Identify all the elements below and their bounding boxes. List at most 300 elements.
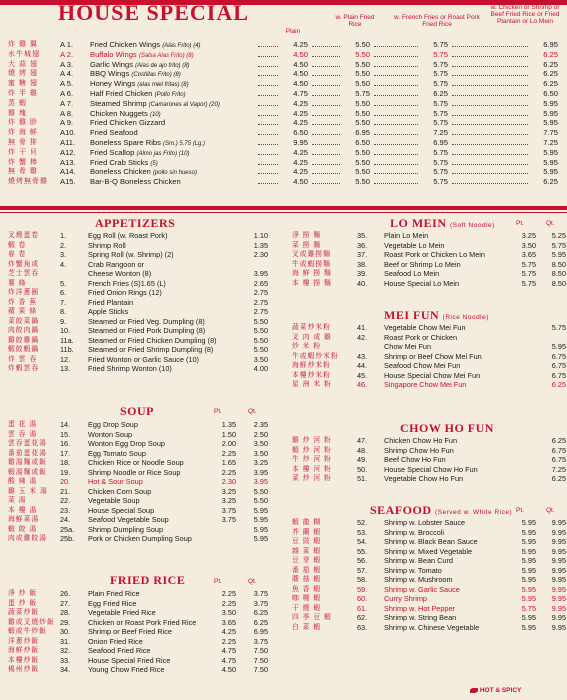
item-name-text: Vegetable Soup (88, 496, 140, 505)
item-note: (12) (148, 288, 162, 297)
price-qt: 9.95 (551, 565, 566, 575)
item-note: (Alas Frito) (4) (162, 43, 201, 49)
price-p2: 5.50 (355, 79, 370, 89)
price-p4: 5.95 (543, 98, 558, 108)
price-p4: 6.25 (543, 59, 558, 69)
price-qt: 6.25 (551, 380, 566, 389)
price-qt: 3.50 (253, 439, 268, 448)
leader-dots (452, 158, 528, 165)
item-number: 31. (60, 636, 71, 646)
price-p1: 4.25 (293, 40, 308, 49)
item-chinese-name: 菜餃菜鍋 (8, 317, 40, 325)
item-name-text: Hot & Sour Soup (88, 477, 143, 486)
price-pt: 3.25 (221, 486, 236, 496)
item-number: 38. (357, 259, 368, 269)
item-note: (8) (196, 326, 206, 335)
price-qt: 5.95 (253, 505, 268, 515)
item-name-text: Shrimp w. Mixed Vegetable (384, 546, 473, 556)
item-number: 26. (60, 589, 71, 598)
price-p3: 5.75 (433, 79, 448, 89)
leader-dots (374, 79, 418, 86)
leader-dots (452, 177, 528, 184)
price-p2: 6.50 (355, 137, 370, 147)
list-item (8, 279, 288, 289)
price-pt: 4.50 (221, 665, 236, 674)
list-item (292, 352, 567, 362)
price-p2: 5.50 (355, 98, 370, 108)
leader-dots (374, 50, 418, 57)
item-name-text: Seafood Fried Rice (88, 646, 151, 655)
item-number: 50. (357, 464, 368, 474)
item-number: 11b. (60, 345, 74, 354)
item-note: (10) (149, 111, 161, 118)
price-qt: 6.25 (253, 608, 268, 617)
price-p4: 5.95 (543, 118, 558, 128)
item-chinese-name: 蝦或牛炒飯 (8, 628, 47, 635)
divider-thin (0, 212, 567, 213)
item-number: 33. (60, 655, 71, 665)
item-chinese-name: 本 樓 河 粉 (292, 465, 332, 473)
item-note: (alas miel fritas) (8) (137, 82, 189, 89)
leader-dots (258, 118, 278, 125)
price-qt: 2.30 (253, 250, 268, 259)
price-qt: 3.95 (253, 477, 268, 486)
item-chinese-name: 牛或蝦撈麵 (292, 260, 331, 268)
item-chinese-name: 炸 海 鮮 (8, 129, 38, 137)
item-name (384, 371, 534, 381)
item-chinese-name: 炸 干 貝 (8, 148, 38, 156)
list-item (8, 158, 558, 168)
mei-fun-list (292, 323, 567, 390)
item-number: A 1. (60, 40, 74, 49)
list-item (8, 99, 558, 109)
item-chinese-name: 星 洲 米 粉 (292, 381, 332, 388)
list-item (8, 128, 558, 138)
list-item (292, 594, 567, 604)
price-qt: 2.75 (253, 297, 268, 307)
price-p4: 6.95 (543, 40, 558, 49)
item-name-text: Roast Pork or Chicken (384, 332, 457, 342)
item-chinese-name: 本樓炒飯 (8, 656, 40, 664)
item-chinese-name: 淨 炒 飯 (8, 590, 38, 597)
fried-rice-qt-label: Qt. (248, 578, 257, 585)
item-chinese-name: 炸蝦雲吞 (8, 365, 40, 372)
item-note: (Alas de ajo frito) (8) (135, 62, 190, 69)
item-number: 57. (357, 565, 368, 575)
item-number: 2. (60, 240, 67, 250)
price-qt: 2.75 (253, 288, 268, 297)
item-name-text: Chicken Chow Ho Fun (384, 436, 458, 445)
item-name-text: Onion Fried Rice (88, 636, 143, 646)
list-item (292, 361, 567, 371)
leader-dots (452, 109, 528, 116)
item-chinese-name: 雞或叉燒炒飯 (8, 618, 55, 626)
item-chinese-name: 無 骨 排 (8, 138, 38, 146)
item-number: 19. (60, 467, 71, 477)
item-note: (Sm.) 5.75 (Lg.) (163, 140, 206, 147)
item-number: 62. (357, 613, 368, 622)
item-note: (8) (142, 269, 152, 278)
price-p2: 5.50 (355, 167, 370, 177)
item-name-text: Steamed or Fried Veg. Dumpling (88, 316, 194, 326)
leader-dots (452, 79, 528, 86)
price-p4: 6.25 (543, 79, 558, 89)
list-item (8, 50, 558, 60)
list-item (292, 241, 567, 251)
price-qt: 6.75 (551, 351, 566, 361)
item-chinese-name: 蝦餃蝦鍋 (8, 346, 40, 353)
price-qt: 4.00 (253, 364, 268, 373)
item-chinese-name: 本 樓 撈 麵 (292, 279, 332, 287)
price-p1: 4.25 (293, 167, 308, 177)
leader-dots (312, 60, 340, 67)
list-item (292, 279, 567, 289)
item-name-text: Wonton Soup (88, 429, 133, 439)
item-name (384, 352, 534, 362)
item-note: (w. Shrimp) (2) (125, 250, 174, 259)
item-chinese-name: 春 卷 (8, 251, 27, 258)
item-name-text: Vegetable Lo Mein (384, 240, 445, 250)
item-name-text: Shrimp w. String Bean (384, 613, 457, 622)
price-qt: 9.95 (551, 518, 566, 527)
item-number: 5. (60, 278, 67, 288)
list-item (8, 449, 288, 459)
price-p3: 5.75 (433, 59, 448, 69)
item-note: (8) (195, 316, 205, 326)
item-name (88, 279, 238, 289)
item-name-text: Garlic Wings (90, 59, 134, 69)
item-chinese-name: 酸 辣 湯 (8, 478, 38, 485)
item-name-text: Chicken Nuggets (90, 108, 148, 118)
item-number: 17. (60, 448, 71, 458)
leader-dots (452, 99, 528, 106)
item-number: 45. (357, 370, 368, 380)
leader-dots (258, 128, 278, 135)
leader-dots (258, 138, 278, 145)
list-item (8, 458, 288, 468)
fried-rice-list (8, 589, 288, 675)
item-name (384, 446, 534, 456)
price-p4: 5.95 (543, 157, 558, 167)
price-p1: 4.25 (293, 147, 308, 157)
price-qt: 7.25 (551, 464, 566, 474)
item-chinese-name: 雜 菜 蝦 (292, 547, 322, 555)
list-item (292, 528, 567, 538)
price-qt: 5.50 (253, 345, 268, 354)
item-name-text: Buffalo Wings (90, 49, 137, 59)
item-chinese-name: 叉或雞撈麵 (292, 251, 331, 258)
item-name-text: Boneless Chicken (90, 167, 151, 177)
item-note: (10) (158, 364, 172, 373)
list-item (8, 477, 288, 487)
item-chinese-name: 雲 吞 湯 (8, 430, 38, 438)
list-item (292, 446, 567, 456)
lo-mein-list (292, 231, 567, 288)
item-note: (Almo jas Frito) (10) (136, 150, 190, 157)
fried-rice-pt-label: Pt. (214, 578, 222, 585)
price-p2: 5.50 (355, 157, 370, 167)
item-name-text: Shrimp w. Tomato (384, 565, 442, 575)
item-number: 11a. (60, 335, 74, 345)
item-name (384, 465, 534, 475)
price-p4: 6.25 (543, 69, 558, 79)
item-chinese-name: 薯 條 (8, 279, 27, 287)
item-chinese-name: 雲吞蛋花湯 (8, 440, 47, 447)
item-number: 56. (357, 556, 368, 565)
item-name (88, 288, 238, 298)
hot-spicy-legend (470, 687, 521, 694)
price-qt: 5.95 (551, 342, 566, 351)
list-item (8, 506, 288, 516)
item-number: 20. (60, 477, 71, 486)
list-item (8, 355, 288, 365)
item-number: A10. (60, 128, 76, 138)
item-name (88, 307, 238, 317)
price-qt: 9.95 (551, 575, 566, 584)
price-pt: 5.95 (521, 575, 536, 584)
list-item (292, 585, 567, 595)
item-name (88, 364, 238, 374)
item-number: A12. (60, 147, 76, 157)
price-pt: 4.25 (221, 627, 236, 636)
leader-dots (258, 167, 278, 174)
price-qt: 6.75 (551, 445, 566, 455)
price-p3: 5.75 (433, 49, 448, 59)
item-chinese-name: 海鮮菜湯 (8, 516, 40, 523)
header (0, 0, 567, 36)
list-item (292, 342, 567, 352)
price-qt: 9.95 (551, 584, 566, 594)
item-name-text: Seafood Lo Mein (384, 269, 440, 278)
price-p1: 4.50 (293, 69, 308, 79)
leader-dots (312, 79, 340, 86)
item-number: A 4. (60, 69, 74, 79)
price-p1: 4.25 (293, 108, 308, 118)
leader-dots (452, 138, 528, 145)
price-pt: 3.25 (221, 496, 236, 505)
item-name-text: Chicken Rice or Noodle Soup (88, 458, 184, 467)
price-p2: 5.50 (355, 108, 370, 118)
list-item (8, 69, 558, 79)
seafood-title (370, 503, 512, 518)
leader-dots (452, 69, 528, 76)
item-name-text: Cheese Wonton (88, 269, 141, 278)
leader-dots (374, 109, 418, 116)
price-qt: 3.95 (253, 467, 268, 477)
item-name-text: Egg Fried Rice (88, 598, 137, 608)
item-chinese-name: 炸蟹角或 (8, 260, 40, 268)
item-note: (Salsa Alas Frito) (8) (138, 52, 194, 59)
item-number: A 2. (60, 49, 74, 59)
price-p2: 5.50 (355, 40, 370, 49)
list-item (8, 534, 288, 544)
price-p3: 5.75 (433, 118, 448, 128)
mei-fun-title (384, 308, 489, 323)
hot-spicy-label: HOT & SPICY (479, 687, 522, 694)
list-item (292, 604, 567, 614)
price-qt: 8.50 (551, 269, 566, 278)
leader-dots (374, 89, 418, 96)
item-number: 40. (357, 278, 368, 288)
item-name-text: Steamed Shrimp (90, 98, 147, 108)
price-qt: 2.75 (253, 307, 268, 316)
item-chinese-name: 番茄蛋花湯 (8, 449, 47, 457)
price-p2: 5.50 (355, 177, 370, 187)
price-p2: 5.50 (355, 118, 370, 128)
price-pt: 2.25 (221, 589, 236, 598)
item-name-text: Beef or Shrimp Lo Mein (384, 259, 461, 269)
price-qt: 3.50 (253, 354, 268, 364)
item-number: 6. (60, 288, 67, 297)
price-qt: 6.95 (253, 627, 268, 636)
leader-dots (374, 138, 418, 145)
item-number: A 9. (60, 118, 74, 128)
leader-dots (452, 60, 528, 67)
list-item (292, 371, 567, 381)
item-chinese-name: 淨 撈 麵 (292, 232, 322, 239)
lo-mein-qt-label: Qt. (546, 220, 555, 227)
price-qt: 8.50 (551, 278, 566, 288)
item-number: 18. (60, 458, 71, 467)
item-number: 47. (357, 436, 368, 445)
item-name (90, 177, 280, 189)
soup-qt-label: Qt. (248, 408, 257, 415)
leader-dots (312, 89, 340, 96)
item-name-text: Fried Chicken Wings (90, 40, 161, 49)
item-name (384, 333, 534, 343)
price-p1: 6.50 (293, 128, 308, 138)
item-chinese-name: 炸洋蔥圈 (8, 289, 40, 296)
item-name (384, 342, 534, 352)
item-number: 14. (60, 420, 71, 429)
price-qt: 1.10 (253, 231, 268, 240)
price-p1: 4.75 (293, 88, 308, 98)
item-name-text: Shrimp w. Chinese Vegetable (384, 622, 480, 632)
item-number: 23. (60, 505, 71, 515)
price-pt: 2.25 (221, 448, 236, 458)
item-number: A 7. (60, 98, 74, 108)
item-number: A 6. (60, 88, 74, 98)
list-item (292, 380, 567, 390)
leader-dots (258, 177, 278, 184)
item-number: 12. (60, 354, 71, 364)
item-note: (w. Roast Pork) (117, 231, 168, 240)
price-p3: 5.75 (433, 147, 448, 157)
seafood-title-text: SEAFOOD (370, 503, 432, 517)
item-note: (Costillas Frito) (8) (131, 72, 181, 79)
price-qt: 7.50 (253, 665, 268, 674)
price-pt: 5.95 (521, 622, 536, 632)
price-p1: 4.50 (293, 79, 308, 89)
seafood-list (292, 518, 567, 632)
item-note: (8) (204, 345, 214, 354)
item-name-text: Curry Shrimp (384, 594, 427, 603)
item-name-text: House Special Fried Rice (88, 655, 171, 665)
list-item (8, 439, 288, 449)
price-qt: 5.75 (551, 323, 566, 332)
item-chinese-name: 炸 雲 吞 (8, 355, 38, 363)
price-p2: 5.75 (355, 88, 370, 98)
item-name-text: Plain Fried Rice (88, 589, 140, 598)
item-name-text: Wonton Egg Drop Soup (88, 439, 165, 448)
price-qt: 5.95 (253, 534, 268, 543)
price-p3: 6.95 (433, 137, 448, 147)
price-pt: 5.75 (521, 603, 536, 613)
list-item (8, 138, 558, 148)
item-number: 15. (60, 429, 71, 439)
price-p2: 5.50 (355, 49, 370, 59)
list-item (8, 364, 288, 374)
item-note: (pollo sin hueso) (152, 170, 197, 177)
item-number: 16. (60, 439, 71, 448)
price-pt: 4.75 (221, 646, 236, 655)
price-qt: 5.50 (253, 316, 268, 326)
item-number: 53. (357, 527, 368, 537)
item-number: 37. (357, 250, 368, 259)
price-qt: 5.75 (551, 240, 566, 250)
item-name-text: House Special Lo Mein (384, 278, 460, 288)
item-name-text: Shrimp or Beef Fried Rice (88, 627, 172, 636)
leader-dots (312, 109, 340, 116)
list-item (292, 260, 567, 270)
item-name-text: Steamed or Fried Shrimp Dumpling (88, 345, 203, 354)
price-pt: 2.30 (221, 477, 236, 486)
list-item (8, 288, 288, 298)
list-item (8, 589, 288, 599)
list-item (8, 420, 288, 430)
item-number: 63. (357, 622, 368, 632)
item-note: (5) (150, 160, 158, 167)
item-number: 4. (60, 259, 67, 269)
item-chinese-name: 燒 烤 翅 (8, 70, 38, 78)
price-qt: 9.95 (551, 594, 566, 603)
list-item (8, 89, 558, 99)
leader-dots (452, 128, 528, 135)
leader-dots (374, 177, 418, 184)
item-name-text: Chicken Corn Soup (88, 486, 152, 496)
list-item (8, 177, 558, 187)
item-chinese-name: 白 菜 蝦 (292, 623, 322, 631)
item-chinese-name: 海鮮炒米粉 (292, 362, 331, 369)
list-item (8, 79, 558, 89)
price-qt: 2.50 (253, 429, 268, 439)
price-p4: 6.50 (543, 88, 558, 98)
item-number: 43. (357, 351, 368, 361)
leader-dots (452, 40, 528, 47)
item-note: (Camarones al Vapor) (20) (148, 101, 220, 108)
item-number: 9. (60, 316, 67, 326)
price-pt: 5.95 (521, 584, 536, 594)
item-chinese-name: 番 茄 蝦 (292, 566, 322, 574)
item-name-text: House Special Chow Ho Fun (384, 464, 478, 474)
price-pt: 2.25 (221, 467, 236, 477)
item-name (88, 241, 238, 251)
leader-dots (258, 40, 278, 47)
item-name (88, 298, 238, 308)
leader-dots (258, 79, 278, 86)
item-chinese-name: 肉或雞餃湯 (8, 535, 47, 542)
list-item (292, 518, 567, 528)
price-qt: 9.95 (551, 527, 566, 537)
price-p3: 6.25 (433, 88, 448, 98)
item-chinese-name: 洋蔥炒飯 (8, 637, 40, 645)
item-chinese-name: 牛 炒 河 粉 (292, 456, 332, 463)
item-number: 10. (60, 326, 71, 335)
price-p2: 6.95 (355, 128, 370, 138)
item-number: 36. (357, 240, 368, 250)
item-name (88, 269, 238, 279)
price-pt: 5.95 (521, 546, 536, 556)
